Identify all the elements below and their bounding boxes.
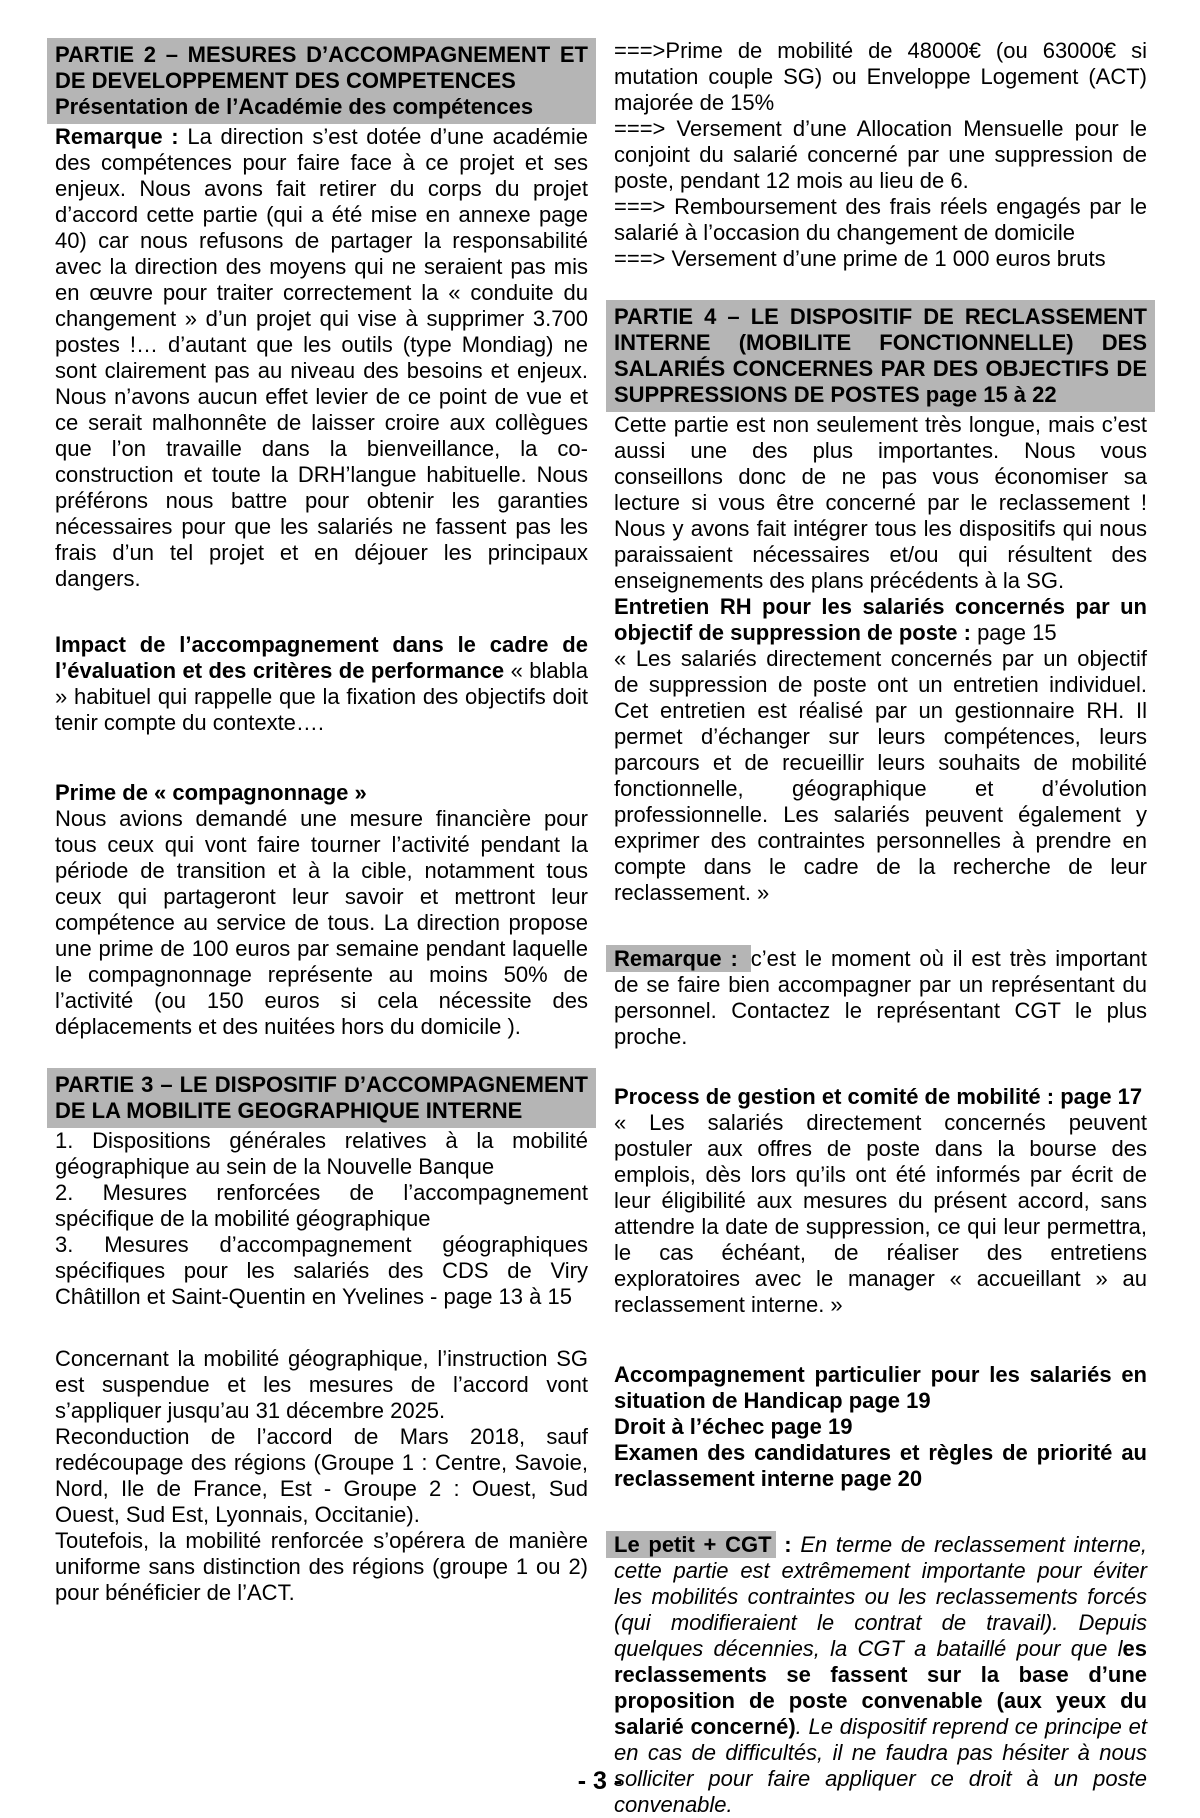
entretien-heading bbox=[614, 594, 1147, 646]
remarque2-text: c’est le moment où il est très important de se faire bien accompagner par un représentant du personnel. Contactez le représentant CGT le plus proche. bbox=[614, 946, 1147, 1049]
petit-plus-colon: : bbox=[775, 1532, 801, 1557]
remarque2-paragraph bbox=[614, 946, 1147, 1050]
right-column bbox=[614, 38, 1147, 1818]
part4-page-ref: page 15 à 22 bbox=[919, 382, 1057, 407]
mobilite-paragraph-1: Concernant la mobilité géographique, l’instruction SG est suspendue et les mesures de l’accord vont s’appliquer jusqu’au 31 décembre 2025. bbox=[55, 1346, 588, 1423]
bold-ref-2: Droit à l’échec page 19 bbox=[614, 1414, 853, 1439]
entretien-quote: « Les salariés directement concernés par un objectif de suppression de poste ont un entretien individuel. Cet entretien est réalisé par un gestionnaire RH. Il permet d’échanger sur leurs compétences, leurs parcours et de recueillir leurs souhaits de mobilité fonctionnelle, géographique et d’évolution professionnelle. Les salariés peuvent également y exprimer des contraintes personnelles à prendre en compte dans le cadre de la recherche de leur reclassement. » bbox=[614, 646, 1147, 905]
entretien-heading-bold: Entretien RH pour les salariés concernés par un objectif de suppression de poste : bbox=[614, 594, 1147, 645]
process-heading: Process de gestion et comité de mobilité : page 17 bbox=[614, 1084, 1143, 1109]
part3-item-3: 3. Mesures d’accompagnement géographiques spécifiques pour les salariés des CDS de Viry Châtillon et Saint-Quentin en Yvelines - page 13 à 15 bbox=[55, 1232, 588, 1309]
part3-item-1: 1. Dispositions générales relatives à la mobilité géographique au sein de la Nouvelle Banque bbox=[55, 1128, 588, 1179]
entretien-page-ref: page 15 bbox=[970, 620, 1057, 645]
petit-plus-italic-1: En terme de reclassement interne, cette partie est extrêmement importante pour éviter les mobilités contraintes ou les reclassements forcés (qui modifieraient le contrat de travail). Depuis quelques décennies, la CGT a bataillé pour que l bbox=[614, 1532, 1147, 1661]
bold-ref-1: Accompagnement particulier pour les salariés en situation de Handicap page 19 bbox=[614, 1362, 1147, 1413]
part3-item-2: 2. Mesures renforcées de l’accompagnement spécifique de la mobilité géographique bbox=[55, 1180, 588, 1231]
part4-title: PARTIE 4 – LE DISPOSITIF DE RECLASSEMENT INTERNE (MOBILITE FONCTIONNELLE) DES SALARIÉS CONCERNES PAR DES OBJECTIFS DE SUPPRESSIONS DE POSTES bbox=[614, 304, 1147, 407]
arrow-item-3: ===> Remboursement des frais réels engagés par le salarié à l’occasion du changement de domicile bbox=[614, 194, 1147, 245]
remarque-label: Remarque : bbox=[55, 124, 188, 149]
petit-plus-cgt-label: Le petit + CGT bbox=[606, 1531, 776, 1558]
impact-heading: Impact de l’accompagnement dans le cadre de l’évaluation et des critères de performance bbox=[55, 632, 588, 683]
prime-paragraph: Nous avions demandé une mesure financière pour tous ceux qui vont faire tourner l’activité pendant la période de transition et à la cible, notamment tous ceux qui partageront leur savoir et mettront leur compétence au service de tous. La direction propose une prime de 100 euros par semaine pendant laquelle le compagnonnage représente au moins 50% de l’activité (ou 150 euros si cela nécessite des déplacements et des nuitées hors du domicile ). bbox=[55, 806, 588, 1039]
remarque-paragraph bbox=[55, 124, 588, 592]
remarque-text: La direction s’est dotée d’une académie des compétences pour faire face à ce projet et ses enjeux. Nous avons fait retirer du corps du projet d’accord cette partie (qui a été mise en annexe page 40) car nous refusons de partager la responsabilité avec la direction des moyens qui ne seraient pas mis en œuvre pour traiter correctement la « conduite du changement » d’un projet qui vise à supprimer 3.700 postes !… d’autant que les outils (type Mondiag) ne sont clairement pas au niveau des besoins et enjeux. Nous n’avons aucun effet levier de ce point de vue et ce serait malhonnête de laisser croire aux collègues que l’on travaille dans la bienveillance, la co-construction et toute la DRH’langue habituelle. Nous préférons nous battre pour obtenir les garanties nécessaires pour que les salariés ne fassent pas les frais d’un tel projet et en déjouer les principaux dangers. bbox=[55, 124, 588, 591]
two-column-layout bbox=[55, 38, 1148, 1818]
arrow-item-1: ===>Prime de mobilité de 48000€ (ou 63000€ si mutation couple SG) ou Enveloppe Logement (ACT) majorée de 15% bbox=[614, 38, 1147, 115]
petit-plus-bold: es reclassements se fassent sur la base d’une proposition de poste convenable (aux yeux du salarié concerné) bbox=[614, 1636, 1147, 1739]
prime-heading: Prime de « compagnonnage » bbox=[55, 780, 367, 805]
left-column bbox=[55, 38, 588, 1818]
impact-paragraph bbox=[55, 632, 588, 736]
arrow-item-4: ===> Versement d’une prime de 1 000 euros bruts bbox=[614, 246, 1106, 271]
part4-intro-paragraph: Cette partie est non seulement très longue, mais c’est aussi une des plus importantes. Nous vous conseillons donc de ne pas vous économiser sa lecture si vous être concerné par le reclassement ! Nous y avons fait intégrer tous les dispositifs qui nous paraissaient nécessaires et/ou qui résultent des enseignements des plans précédents à la SG. bbox=[614, 412, 1147, 593]
impact-text: « blabla » habituel qui rappelle que la fixation des objectifs doit tenir compte du contexte…. bbox=[55, 658, 588, 735]
part3-heading-box: PARTIE 3 – LE DISPOSITIF D’ACCOMPAGNEMENT DE LA MOBILITE GEOGRAPHIQUE INTERNE bbox=[47, 1068, 596, 1128]
mobilite-paragraph-2: Reconduction de l’accord de Mars 2018, sauf redécoupage des régions (Groupe 1 : Centre, Savoie, Nord, Ile de France, Est - Groupe 2 : Ouest, Sud Ouest, Sud Est, Lyonnais, Occitanie). bbox=[55, 1424, 588, 1527]
bold-ref-3: Examen des candidatures et règles de priorité au reclassement interne page 20 bbox=[614, 1440, 1147, 1491]
part2-subtitle: Présentation de l’Académie des compétences bbox=[55, 94, 534, 119]
part2-heading-box bbox=[47, 38, 596, 124]
arrow-item-2: ===> Versement d’une Allocation Mensuelle pour le conjoint du salarié concerné par une suppression de poste, pendant 12 mois au lieu de 6. bbox=[614, 116, 1147, 193]
process-quote: « Les salariés directement concernés peuvent postuler aux offres de poste dans la bourse des emplois, dès lors qu’ils ont été informés par écrit de leur éligibilité aux mesures du présent accord, sans attendre la date de suppression, ce qui leur permettra, le cas échéant, de réaliser des entretiens exploratoires avec le manager « accueillant » au reclassement interne. » bbox=[614, 1110, 1147, 1317]
part4-heading-box bbox=[606, 300, 1155, 412]
page-number: - 3 - bbox=[577, 1767, 623, 1795]
part2-title: PARTIE 2 – MESURES D’ACCOMPAGNEMENT ET DE DEVELOPPEMENT DES COMPETENCES bbox=[55, 42, 588, 93]
remarque2-label: Remarque : bbox=[606, 945, 751, 972]
mobilite-paragraph-3: Toutefois, la mobilité renforcée s’opérera de manière uniforme sans distinction des régions (groupe 1 ou 2) pour bénéficier de l’ACT. bbox=[55, 1528, 588, 1605]
petit-plus-italic-2: . Le dispositif reprend ce principe et en cas de difficultés, il ne faudra pas hésiter à nous solliciter pour faire appliquer ce droit à un poste convenable. bbox=[614, 1714, 1147, 1817]
